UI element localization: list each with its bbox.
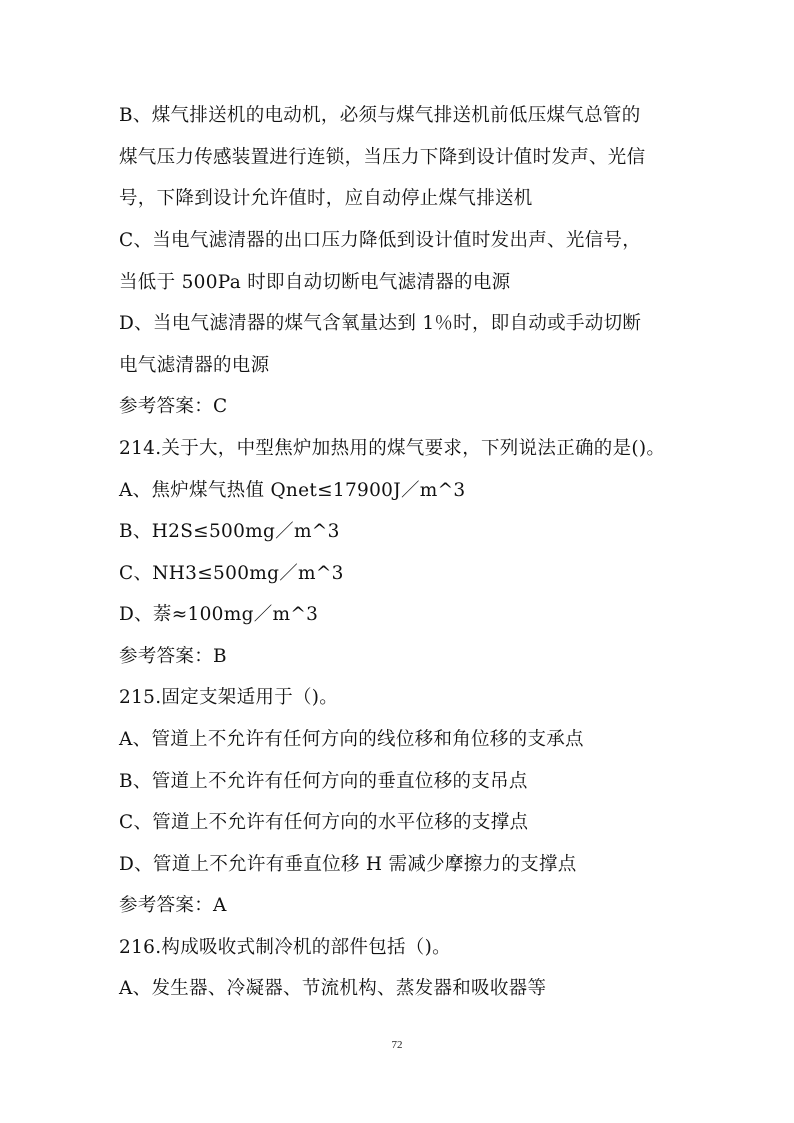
option-b-line-1: B、煤气排送机的电动机，必须与煤气排送机前低压煤气总管的 — [119, 105, 641, 126]
option-c-line-1: C、当电气滤清器的出口压力降低到设计值时发出声、光信号， — [119, 230, 642, 251]
q214-option-a: A、焦炉煤气热值 Qnet≤17900J／m^3 — [119, 480, 466, 501]
q214-option-d: D、萘≈100mg／m^3 — [119, 604, 319, 625]
q215-option-d: D、管道上不允许有垂直位移 H 需减少摩擦力的支撑点 — [119, 854, 577, 875]
option-b-line-3: 号，下降到设计允许值时，应自动停止煤气排送机 — [119, 188, 533, 209]
question-214: 214.关于大，中型焦炉加热用的煤气要求，下列说法正确的是()。 — [119, 438, 666, 459]
question-216: 216.构成吸收式制冷机的部件包括（)。 — [119, 937, 451, 958]
q214-option-c: C、NH3≤500mg／m^3 — [119, 563, 344, 584]
option-d-line-2: 电气滤清器的电源 — [119, 355, 270, 376]
q216-option-a: A、发生器、冷凝器、节流机构、蒸发器和吸收器等 — [119, 978, 547, 999]
answer-215: 参考答案：A — [119, 895, 227, 916]
option-d-line-1: D、当电气滤清器的煤气含氧量达到 1％时，即自动或手动切断 — [119, 313, 642, 334]
option-b-line-2: 煤气压力传感装置进行连锁，当压力下降到设计值时发声、光信 — [119, 147, 646, 168]
q215-option-a: A、管道上不允许有任何方向的线位移和角位移的支承点 — [119, 729, 584, 750]
question-215: 215.固定支架适用于（)。 — [119, 687, 339, 708]
q215-option-c: C、管道上不允许有任何方向的水平位移的支撑点 — [119, 812, 529, 833]
q214-option-b: B、H2S≤500mg／m^3 — [119, 521, 340, 542]
q215-option-b: B、管道上不允许有任何方向的垂直位移的支吊点 — [119, 771, 528, 792]
answer-213: 参考答案：C — [119, 396, 228, 417]
answer-214: 参考答案：B — [119, 646, 227, 667]
page-number: 72 — [391, 1039, 403, 1051]
option-c-line-2: 当低于 500Pa 时即自动切断电气滤清器的电源 — [119, 272, 511, 293]
